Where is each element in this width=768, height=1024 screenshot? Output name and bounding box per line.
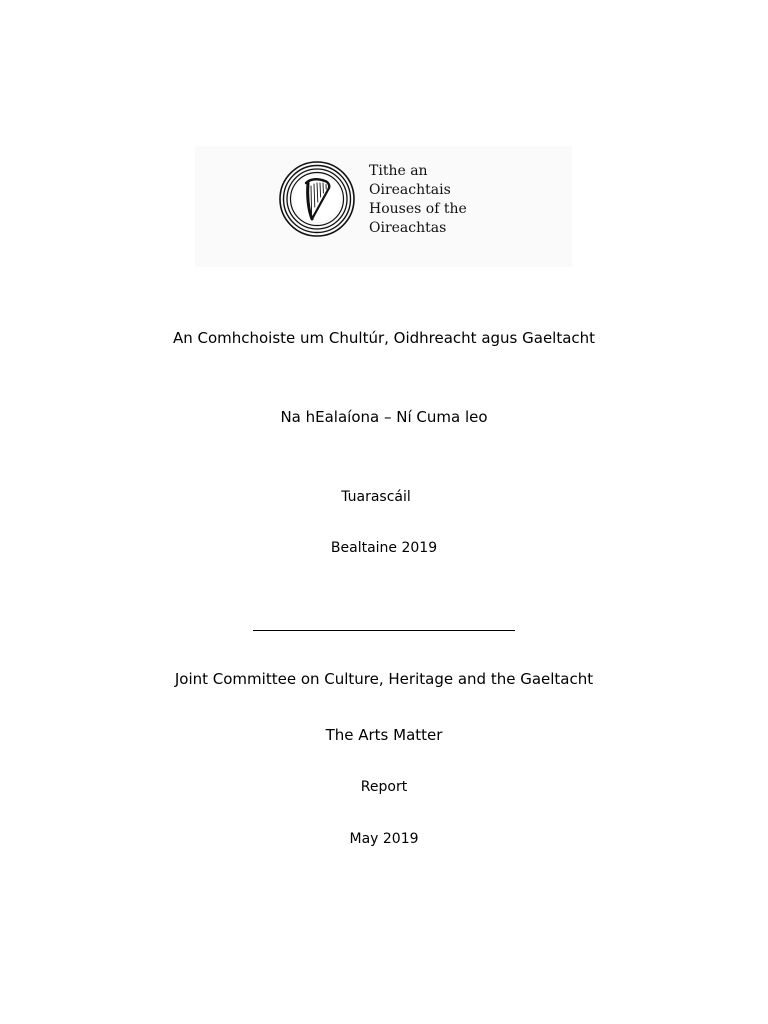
english-report-title: The Arts Matter xyxy=(325,726,443,744)
irish-report-date: Bealtaine 2019 xyxy=(330,540,438,556)
logo-line: Oireachtas xyxy=(369,220,447,236)
logo-line: Tithe an xyxy=(369,163,428,179)
logo-wordmark xyxy=(369,162,467,238)
oireachtas-logo xyxy=(195,146,572,267)
section-divider xyxy=(253,630,515,631)
english-report-date: May 2019 xyxy=(349,831,419,847)
logo-line: Oireachtais xyxy=(369,182,451,198)
english-committee-name: Joint Committee on Culture, Heritage and the Gaeltacht xyxy=(174,670,594,688)
irish-report-label: Tuarascáil xyxy=(341,489,411,505)
english-report-label: Report xyxy=(360,779,408,795)
harp-icon xyxy=(277,159,357,239)
logo-line: Houses of the xyxy=(369,201,467,217)
irish-committee-name: An Comhchoiste um Chultúr, Oidhreacht agus Gaeltacht xyxy=(172,329,596,347)
irish-report-title: Na hEalaíona – Ní Cuma leo xyxy=(280,408,488,426)
